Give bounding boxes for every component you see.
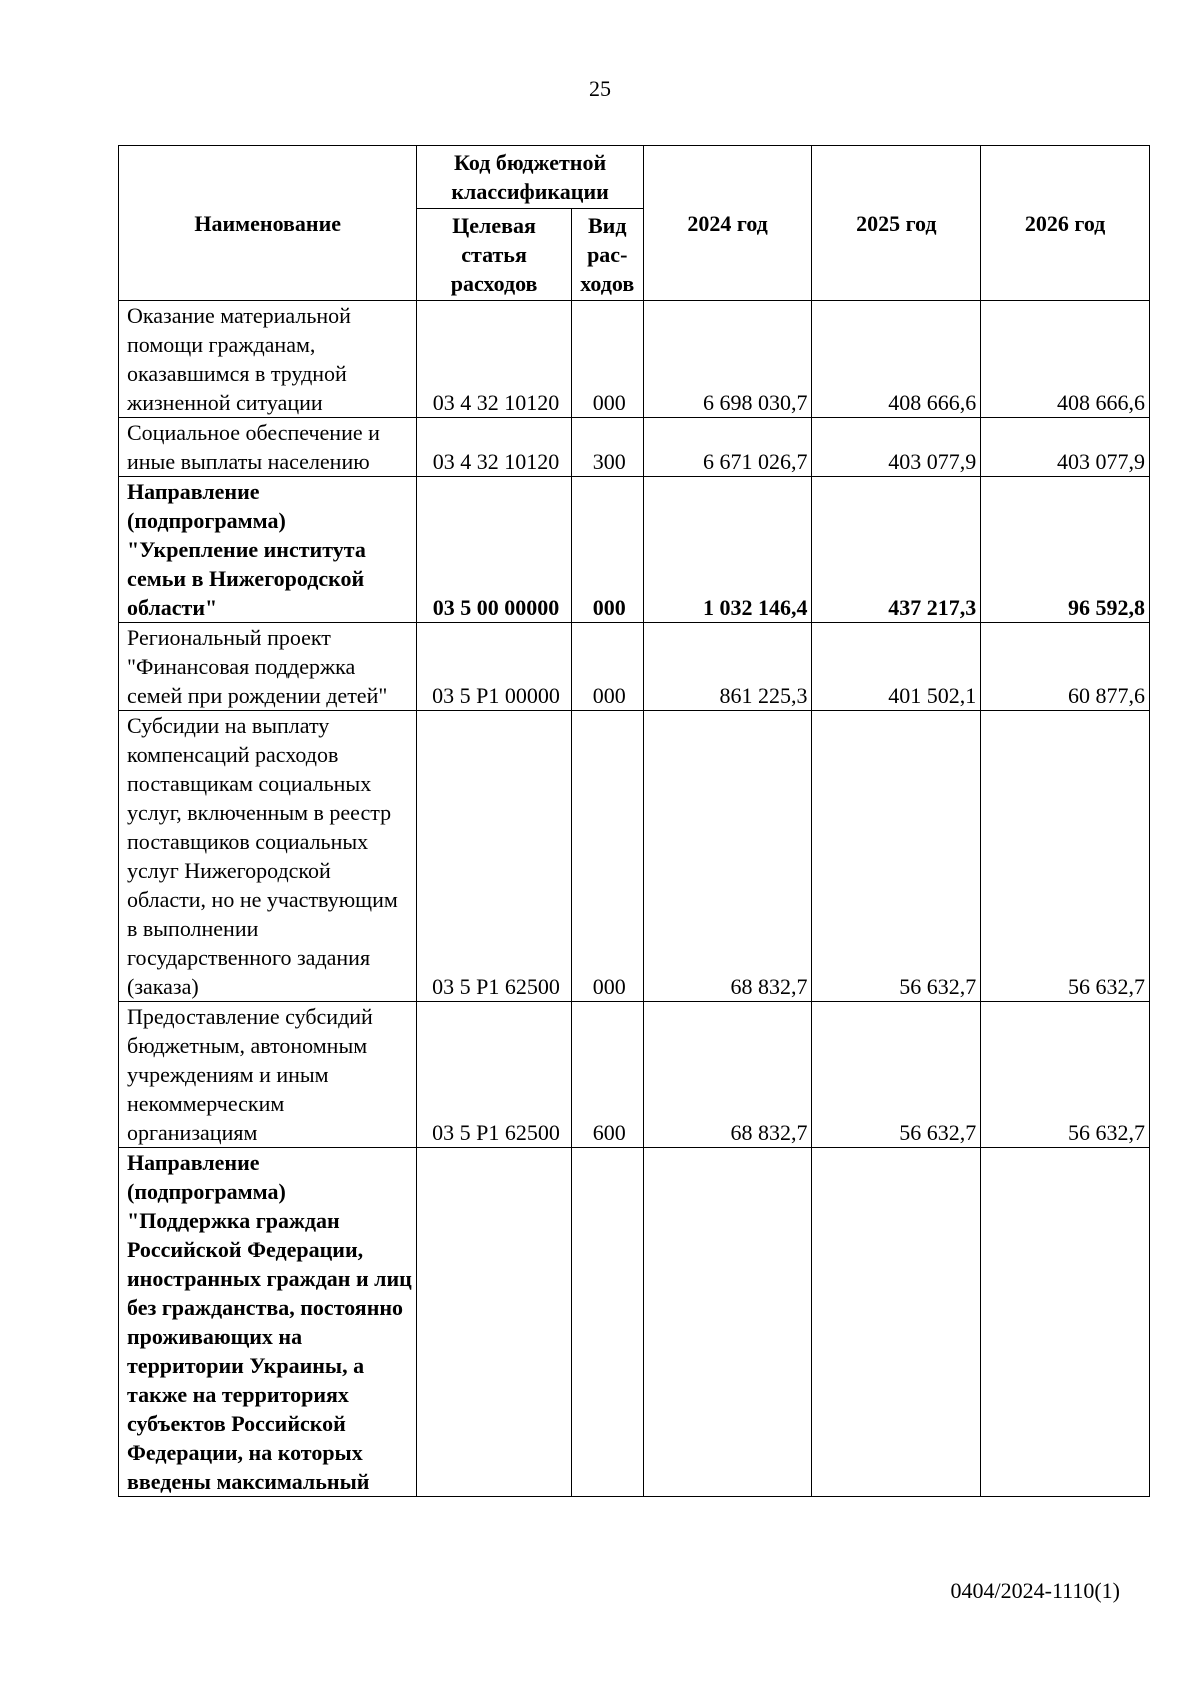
row-2024 — [643, 1148, 812, 1497]
row-code: 03 5 P1 62500 — [417, 1002, 571, 1148]
table-row — [119, 301, 1150, 418]
row-2024: 6 671 026,7 — [643, 418, 812, 477]
row-2025 — [812, 1148, 981, 1497]
row-vid — [571, 1148, 643, 1497]
row-vid: 300 — [571, 418, 643, 477]
header-target: Целевая статья расходов — [417, 209, 571, 301]
row-2026 — [981, 1148, 1150, 1497]
page-number: 25 — [589, 76, 611, 101]
row-name: Направление (подпрограмма) "Поддержка граждан Российской Федерации, иностранных граждан и лиц без гражданства, постоянно проживающих на территории Украины, а также на территориях субъектов Российской Федерации, на которых введены максимальный — [119, 1148, 417, 1497]
row-vid: 000 — [571, 623, 643, 711]
row-2024: 68 832,7 — [643, 1002, 812, 1148]
row-name: Субсидии на выплату компенсаций расходов поставщикам социальных услуг, включенным в реестр поставщиков социальных услуг Нижегородской области, но не участвующим в выполнении государственного задания (заказа) — [119, 711, 417, 1002]
header-2026: 2026 год — [981, 146, 1150, 301]
row-code: 03 4 32 10120 — [417, 301, 571, 418]
row-code: 03 5 P1 62500 — [417, 711, 571, 1002]
row-2026: 56 632,7 — [981, 711, 1150, 1002]
row-2024: 861 225,3 — [643, 623, 812, 711]
row-code: 03 5 P1 00000 — [417, 623, 571, 711]
row-2026: 96 592,8 — [981, 477, 1150, 623]
row-2025: 401 502,1 — [812, 623, 981, 711]
row-2026: 56 632,7 — [981, 1002, 1150, 1148]
row-2025: 403 077,9 — [812, 418, 981, 477]
row-name: Региональный проект "Финансовая поддержка семей при рождении детей" — [119, 623, 417, 711]
document-id: 0404/2024-1110(1) — [950, 1578, 1120, 1603]
row-2026: 60 877,6 — [981, 623, 1150, 711]
table-row — [119, 623, 1150, 711]
row-vid: 600 — [571, 1002, 643, 1148]
row-2025: 56 632,7 — [812, 711, 981, 1002]
row-2026: 403 077,9 — [981, 418, 1150, 477]
header-type: Вид рас-ходов — [571, 209, 643, 301]
header-row-1 — [119, 146, 1150, 209]
header-2025: 2025 год — [812, 146, 981, 301]
header-code-group: Код бюджетной классификации — [417, 146, 643, 209]
table-row — [119, 1148, 1150, 1497]
row-name: Предоставление субсидий бюджетным, автономным учреждениям и иным некоммерческим организациям — [119, 1002, 417, 1148]
row-2026: 408 666,6 — [981, 301, 1150, 418]
row-vid: 000 — [571, 477, 643, 623]
row-vid: 000 — [571, 301, 643, 418]
row-2025: 408 666,6 — [812, 301, 981, 418]
row-2024: 68 832,7 — [643, 711, 812, 1002]
table-row — [119, 711, 1150, 1002]
row-vid: 000 — [571, 711, 643, 1002]
row-2024: 1 032 146,4 — [643, 477, 812, 623]
table-row — [119, 477, 1150, 623]
row-2024: 6 698 030,7 — [643, 301, 812, 418]
header-name: Наименование — [119, 146, 417, 301]
row-code: 03 4 32 10120 — [417, 418, 571, 477]
row-code: 03 5 00 00000 — [417, 477, 571, 623]
row-name: Направление (подпрограмма) "Укрепление института семьи в Нижегородской области" — [119, 477, 417, 623]
header-2024: 2024 год — [643, 146, 812, 301]
row-2025: 437 217,3 — [812, 477, 981, 623]
row-name: Оказание материальной помощи гражданам, оказавшимся в трудной жизненной ситуации — [119, 301, 417, 418]
row-2025: 56 632,7 — [812, 1002, 981, 1148]
table-row — [119, 1002, 1150, 1148]
row-code — [417, 1148, 571, 1497]
budget-table — [118, 145, 1150, 1497]
row-name: Социальное обеспечение и иные выплаты населению — [119, 418, 417, 477]
table-row — [119, 418, 1150, 477]
